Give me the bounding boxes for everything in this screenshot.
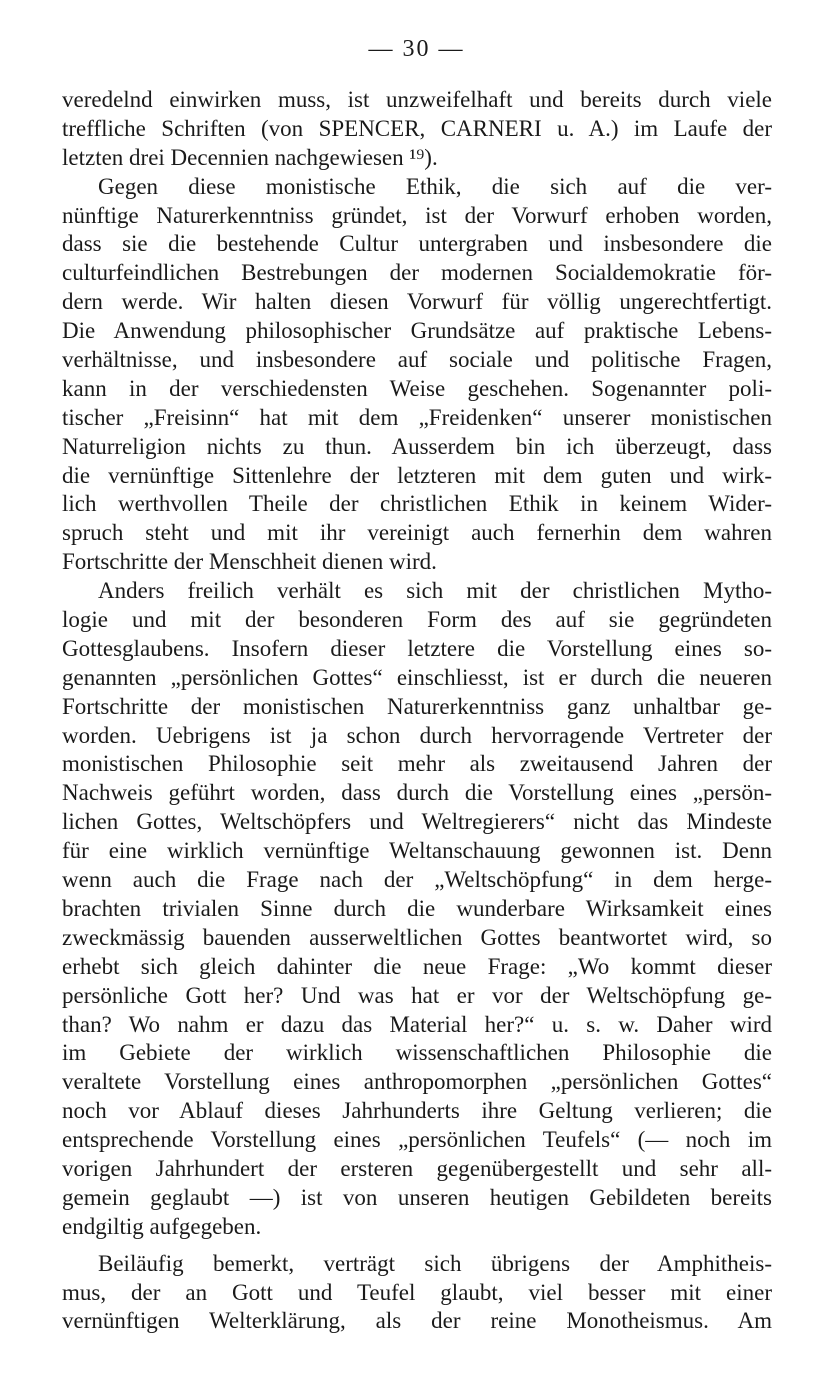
text-line: Fortschritte der monistischen Naturerkenntniss ganz unhaltbar ge- — [62, 693, 772, 719]
text-line: verhältnisse, und insbesondere auf sociale und politische Fragen, — [62, 347, 772, 373]
text-line: gemein geglaubt —) ist von unseren heutigen Gebildeten bereits — [62, 1184, 772, 1210]
text-line: Nachweis geführt worden, dass durch die Vorstellung eines „persön- — [62, 780, 772, 806]
text-line: dass sie die bestehende Cultur untergraben und insbesondere die — [62, 231, 772, 257]
text-line: lich werthvollen Theile der christlichen Ethik in keinem Wider- — [62, 491, 772, 517]
text-line: dern werde. Wir halten diesen Vorwurf für völlig ungerechtfertigt. — [62, 289, 772, 315]
text-line: wenn auch die Frage nach der „Weltschöpfung“ in dem herge- — [62, 867, 772, 893]
text-line: monistischen Philosophie seit mehr als zweitausend Jahren der — [62, 751, 772, 777]
text-line: Naturreligion nichts zu thun. Ausserdem bin ich überzeugt, dass — [62, 433, 772, 459]
text-line: Anders freilich verhält es sich mit der christlichen Mytho- — [98, 578, 772, 604]
text-line: die vernünftige Sittenlehre der letzteren mit dem guten und wirk- — [62, 462, 772, 488]
text-line: worden. Uebrigens ist ja schon durch hervorragende Vertreter der — [62, 722, 772, 748]
text-line: lichen Gottes, Weltschöpfers und Weltregierers“ nicht das Mindeste — [62, 809, 772, 835]
text-line: im Gebiete der wirklich wissenschaftlichen Philosophie die — [62, 1040, 772, 1066]
text-line: than? Wo nahm er dazu das Material her?“ u. s. w. Daher wird — [62, 1011, 772, 1037]
text-line: spruch steht und mit ihr vereinigt auch fernerhin dem wahren — [62, 520, 772, 546]
text-line: persönliche Gott her? Und was hat er vor der Weltschöpfung ge- — [62, 982, 772, 1008]
text-line: für eine wirklich vernünftige Weltanschauung gewonnen ist. Denn — [62, 838, 772, 864]
text-line: Die Anwendung philosophischer Grundsätze auf praktische Lebens- — [62, 318, 772, 344]
text-line: kann in der verschiedensten Weise geschehen. Sogenannter poli- — [62, 375, 772, 401]
text-line: mus, der an Gott und Teufel glaubt, viel besser mit einer — [62, 1279, 772, 1305]
text-line: noch vor Ablauf dieses Jahrhunderts ihre Geltung verlieren; die — [62, 1098, 772, 1124]
text-line: entsprechende Vorstellung eines „persönlichen Teufels“ (— noch im — [62, 1127, 772, 1153]
text-line: Gottesglaubens. Insofern dieser letztere die Vorstellung eines so- — [62, 635, 772, 661]
text-line: endgiltig aufgegeben. — [62, 1213, 262, 1239]
text-line: genannten „persönlichen Gottes“ einschliesst, ist er durch die neueren — [62, 664, 772, 690]
text-line: vorigen Jahrhundert der ersteren gegenübergestellt und sehr all- — [62, 1155, 772, 1181]
text-line: letzten drei Decennien nachgewiesen ¹⁹). — [62, 144, 438, 170]
text-line: Gegen diese monistische Ethik, die sich auf die ver- — [98, 173, 772, 199]
text-line: vernünftigen Welterklärung, als der reine Monotheismus. Am — [62, 1308, 772, 1334]
text-line: nünftige Naturerkenntniss gründet, ist der Vorwurf erhoben worden, — [62, 202, 772, 228]
text-line: culturfeindlichen Bestrebungen der modernen Socialdemokratie för- — [62, 260, 772, 286]
text-line: brachten trivialen Sinne durch die wunderbare Wirksamkeit eines — [62, 895, 772, 921]
text-line: Fortschritte der Menschheit dienen wird. — [62, 549, 437, 575]
text-line: tischer „Freisinn“ hat mit dem „Freidenken“ unserer monistischen — [62, 404, 772, 430]
text-line: veredelnd einwirken muss, ist unzweifelhaft und bereits durch viele — [62, 87, 772, 112]
text-line: zweckmässig bauenden ausserweltlichen Gottes beantwortet wird, so — [62, 924, 772, 950]
text-line: treffliche Schriften (von SPENCER, CARNERI u. A.) im Laufe der — [62, 115, 772, 141]
text-line: logie und mit der besonderen Form des auf sie gegründeten — [62, 607, 772, 633]
text-line: veraltete Vorstellung eines anthropomorphen „persönlichen Gottes“ — [62, 1069, 772, 1095]
text-line: erhebt sich gleich dahinter die neue Frage: „Wo kommt dieser — [62, 953, 772, 979]
body-text — [62, 86, 772, 1336]
text-line: Beiläufig bemerkt, verträgt sich übrigens der Amphitheis- — [98, 1250, 772, 1276]
page-number: — 30 — — [368, 36, 465, 62]
